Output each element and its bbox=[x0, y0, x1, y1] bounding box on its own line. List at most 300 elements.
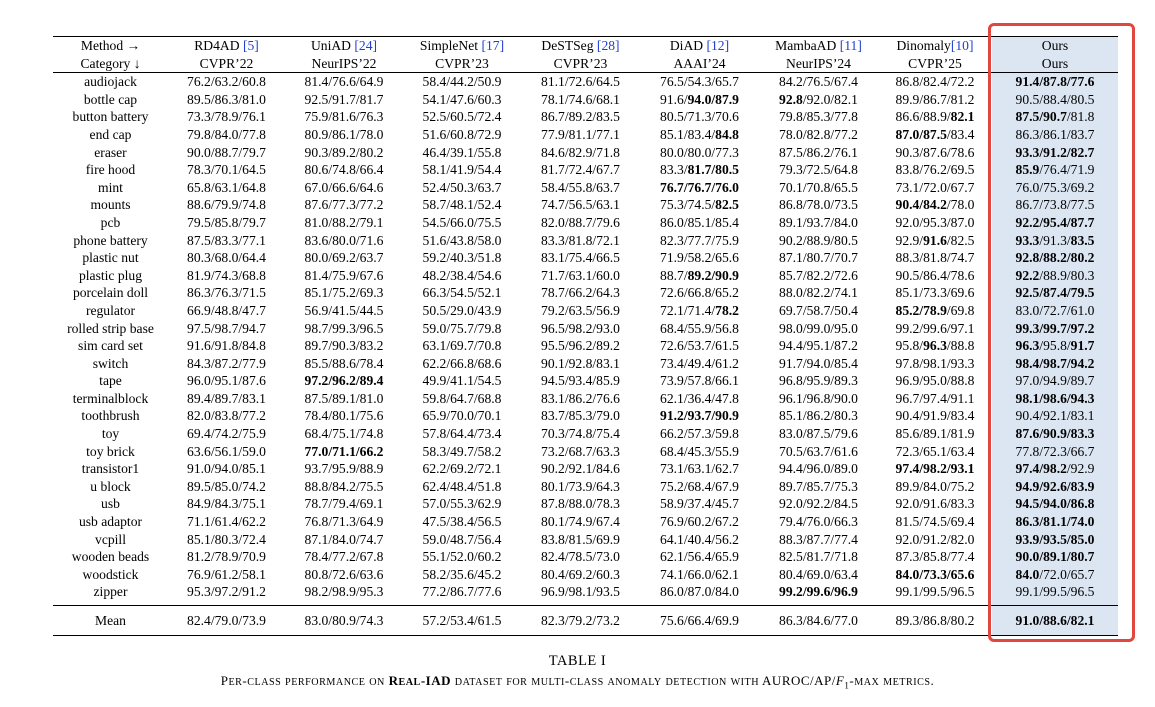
metric-cell: 75.9/81.6/76.3 bbox=[304, 109, 384, 125]
metric-cell: 62.1/36.4/47.8 bbox=[660, 390, 739, 406]
metric-cell: 89.5/85.0/74.2 bbox=[187, 478, 266, 494]
metric-cell: 78.0/82.8/77.2 bbox=[779, 126, 858, 142]
metric-cell: 78.3/70.1/64.5 bbox=[187, 162, 266, 178]
metric-cell: 83.6/80.0/71.6 bbox=[304, 232, 384, 248]
metric-cell: 78.4/77.2/67.8 bbox=[304, 549, 384, 565]
metric-cell: 72.6/66.8/65.2 bbox=[660, 285, 739, 301]
ours-metric-cell: 93.3/91.3/83.5 bbox=[992, 232, 1118, 250]
metric-cell: 88.8/84.2/75.5 bbox=[304, 478, 384, 494]
category-cell: transistor1 bbox=[81, 461, 140, 477]
metric-cell: 72.6/53.7/61.5 bbox=[660, 338, 739, 354]
metric-cell: 72.3/65.1/63.4 bbox=[895, 443, 975, 459]
metric-cell: 71.7/63.1/60.0 bbox=[541, 267, 620, 283]
metric-cell: 90.5/86.4/78.6 bbox=[895, 267, 975, 283]
table-number: TABLE I bbox=[548, 653, 607, 669]
metric-cell: 81.0/88.2/79.1 bbox=[304, 214, 384, 230]
table-row bbox=[53, 232, 1118, 250]
category-cell: plastic plug bbox=[78, 267, 143, 283]
metric-cell: 97.4/98.2/93.1 bbox=[895, 461, 975, 477]
metric-cell: 58.4/44.2/50.9 bbox=[422, 74, 502, 90]
metric-cell: 86.6/88.9/82.1 bbox=[895, 109, 975, 125]
metric-cell: 99.1/99.5/96.5 bbox=[895, 584, 975, 600]
metric-cell: 73.9/57.8/66.1 bbox=[660, 373, 739, 389]
table-row bbox=[53, 161, 1118, 179]
metric-cell: 82.3/77.7/75.9 bbox=[660, 232, 739, 248]
metric-cell: 85.1/83.4/84.8 bbox=[660, 126, 739, 142]
metric-cell: 79.8/85.3/77.8 bbox=[779, 109, 858, 125]
metric-cell: 58.2/35.6/45.2 bbox=[422, 566, 502, 582]
header-row-venues bbox=[53, 55, 1118, 73]
category-cell: usb bbox=[101, 496, 120, 512]
metric-cell: 91.6/94.0/87.9 bbox=[660, 91, 739, 107]
metric-cell: 59.0/75.7/79.8 bbox=[422, 320, 502, 336]
caption-metrics: AUROC/AP/ bbox=[762, 673, 836, 688]
metric-cell: 90.2/88.9/80.5 bbox=[779, 232, 858, 248]
table-row bbox=[53, 460, 1118, 478]
metric-cell: 97.5/98.7/94.7 bbox=[187, 320, 266, 336]
metric-cell: 74.1/66.0/62.1 bbox=[660, 566, 739, 582]
metric-cell: 70.5/63.7/61.6 bbox=[779, 443, 858, 459]
metric-cell: 83.0/87.5/79.6 bbox=[779, 426, 858, 442]
metric-cell: 50.5/29.0/43.9 bbox=[422, 302, 502, 318]
metric-cell: 46.4/39.1/55.8 bbox=[422, 144, 502, 160]
metric-cell: 83.3/81.8/72.1 bbox=[541, 232, 620, 248]
metric-cell: 95.5/96.2/89.2 bbox=[541, 338, 620, 354]
metric-cell: 92.8/92.0/82.1 bbox=[779, 91, 858, 107]
category-cell: plastic nut bbox=[82, 250, 139, 266]
metric-cell: 89.5/86.3/81.0 bbox=[187, 91, 266, 107]
metric-cell: 76.2/63.2/60.8 bbox=[187, 74, 266, 90]
category-cell: zipper bbox=[93, 584, 128, 600]
metric-cell: 90.3/87.6/78.6 bbox=[895, 144, 975, 160]
category-cell: end cap bbox=[89, 126, 132, 142]
ours-metric-cell: 97.0/94.9/89.7 bbox=[992, 372, 1118, 390]
metric-cell: 97.8/98.1/93.3 bbox=[895, 355, 975, 371]
header-row-methods bbox=[53, 37, 1118, 55]
metric-cell: 76.9/61.2/58.1 bbox=[187, 566, 266, 582]
metric-cell: 73.3/78.9/76.1 bbox=[187, 109, 266, 125]
metric-cell: 80.1/74.9/67.4 bbox=[541, 514, 620, 530]
venue-label-ours: Ours bbox=[992, 55, 1118, 73]
table-row bbox=[53, 548, 1118, 566]
metric-cell: 58.7/48.1/52.4 bbox=[422, 197, 502, 213]
table-row bbox=[53, 425, 1118, 443]
metric-cell: 89.9/84.0/75.2 bbox=[895, 478, 975, 494]
metric-cell: 94.4/96.0/89.0 bbox=[779, 461, 858, 477]
metric-cell: 96.8/95.9/89.3 bbox=[779, 373, 858, 389]
metric-cell: 90.2/92.1/84.6 bbox=[541, 461, 620, 477]
metric-cell: 58.1/41.9/54.4 bbox=[422, 162, 502, 178]
table-row bbox=[53, 108, 1118, 126]
table-row bbox=[53, 513, 1118, 531]
citation-link[interactable]: [28] bbox=[596, 38, 620, 53]
citation-link[interactable]: [24] bbox=[354, 38, 378, 53]
caption-part: DATASET FOR MULTI-CLASS ANOMALY DETECTION WITH bbox=[454, 673, 759, 688]
metric-cell: 79.5/85.8/79.7 bbox=[187, 214, 266, 230]
results-table bbox=[53, 36, 1118, 636]
metric-cell: 77.9/81.1/77.1 bbox=[541, 126, 620, 142]
metric-cell: 86.3/76.3/71.5 bbox=[187, 285, 266, 301]
caption-part: -MAX METRICS. bbox=[849, 673, 935, 688]
metric-cell: 55.1/52.0/60.2 bbox=[422, 549, 502, 565]
metric-cell: 88.0/82.2/74.1 bbox=[779, 285, 858, 301]
metric-cell: 81.4/75.9/67.6 bbox=[304, 267, 384, 283]
metric-cell: 82.5/81.7/71.8 bbox=[779, 549, 858, 565]
metric-cell: 66.9/48.8/47.7 bbox=[187, 302, 266, 318]
metric-cell: 78.7/79.4/69.1 bbox=[304, 496, 384, 512]
metric-cell: 96.7/97.4/91.1 bbox=[895, 390, 975, 406]
ours-metric-cell: 90.0/89.1/80.7 bbox=[992, 548, 1118, 566]
category-cell: bottle cap bbox=[83, 91, 138, 107]
metric-cell: 59.8/64.7/68.8 bbox=[422, 390, 502, 406]
metric-cell: 76.7/76.7/76.0 bbox=[660, 179, 739, 195]
metric-cell: 88.3/81.8/74.7 bbox=[895, 250, 975, 266]
metric-cell: 98.0/99.0/95.0 bbox=[779, 320, 858, 336]
metric-cell: 86.7/89.2/83.5 bbox=[541, 109, 620, 125]
category-cell: terminalblock bbox=[72, 390, 149, 406]
ours-metric-cell: 83.0/72.7/61.0 bbox=[992, 302, 1118, 320]
metric-cell: 85.6/89.1/81.9 bbox=[895, 426, 975, 442]
metric-cell: 78.7/66.2/64.3 bbox=[541, 285, 620, 301]
metric-cell: 48.2/38.4/54.6 bbox=[422, 267, 502, 283]
citation-link[interactable]: [17] bbox=[481, 38, 505, 53]
metric-cell: 81.7/72.4/67.7 bbox=[541, 162, 620, 178]
metric-cell: 78.4/80.1/75.6 bbox=[304, 408, 384, 424]
metric-cell: 67.0/66.6/64.6 bbox=[304, 179, 384, 195]
metric-cell: 80.4/69.0/63.4 bbox=[779, 566, 858, 582]
category-header-label: Category ↓ bbox=[53, 55, 168, 73]
metric-cell: 90.4/91.9/83.4 bbox=[895, 408, 975, 424]
metric-cell: 84.3/87.2/77.9 bbox=[187, 355, 266, 371]
category-cell: wooden beads bbox=[71, 549, 150, 565]
metric-cell: 90.3/89.2/80.2 bbox=[304, 144, 384, 160]
metric-cell: 89.9/86.7/81.2 bbox=[895, 91, 975, 107]
metric-cell: 51.6/43.8/58.0 bbox=[422, 232, 502, 248]
category-cell: rolled strip base bbox=[67, 320, 154, 336]
table-row bbox=[53, 267, 1118, 285]
metric-cell: 73.1/72.0/67.7 bbox=[895, 179, 975, 195]
caption-part: PER-CLASS PERFORMANCE ON bbox=[220, 673, 385, 688]
metric-cell: 84.2/76.5/67.4 bbox=[779, 74, 858, 90]
metric-cell: 90.1/92.8/83.1 bbox=[541, 355, 620, 371]
ours-metric-cell: 91.4/87.8/77.6 bbox=[992, 73, 1118, 91]
metric-cell: 87.1/84.0/74.7 bbox=[304, 531, 384, 547]
table-row bbox=[53, 320, 1118, 338]
metric-cell: 91.0/94.0/85.1 bbox=[187, 461, 266, 477]
metric-cell: 79.8/84.0/77.8 bbox=[187, 126, 266, 142]
ours-metric-cell: 92.8/88.2/80.2 bbox=[992, 249, 1118, 267]
category-cell: usb adaptor bbox=[78, 514, 143, 530]
metric-cell: 68.4/45.3/55.9 bbox=[660, 443, 739, 459]
table-row bbox=[53, 583, 1118, 605]
metric-cell: 52.5/60.5/72.4 bbox=[422, 109, 502, 125]
metric-cell: 95.3/97.2/91.2 bbox=[187, 584, 266, 600]
metric-cell: 80.5/71.3/70.6 bbox=[660, 109, 739, 125]
metric-cell: 73.1/63.1/62.7 bbox=[660, 461, 739, 477]
metric-cell: 96.0/95.1/87.6 bbox=[187, 373, 266, 389]
category-cell: toothbrush bbox=[81, 408, 140, 424]
table-row bbox=[53, 566, 1118, 584]
metric-cell: 76.9/60.2/67.2 bbox=[660, 514, 739, 530]
category-cell: fire hood bbox=[85, 162, 136, 178]
ours-metric-cell: 93.9/93.5/85.0 bbox=[992, 531, 1118, 549]
metric-cell: 96.5/98.2/93.0 bbox=[541, 320, 620, 336]
ours-metric-cell: 87.5/90.7/81.8 bbox=[992, 108, 1118, 126]
ours-metric-cell: 99.3/99.7/97.2 bbox=[992, 320, 1118, 338]
metric-cell: 87.6/77.3/77.2 bbox=[304, 197, 384, 213]
method-header: RD4AD [5] bbox=[168, 37, 285, 55]
metric-cell: 86.0/85.1/85.4 bbox=[660, 214, 739, 230]
ours-metric-cell: 84.0/72.0/65.7 bbox=[992, 566, 1118, 584]
metric-cell: 54.5/66.0/75.5 bbox=[422, 214, 502, 230]
table-row bbox=[53, 372, 1118, 390]
metric-cell: 84.9/84.3/75.1 bbox=[187, 496, 266, 512]
metric-cell: 83.3/81.7/80.5 bbox=[660, 162, 739, 178]
metric-cell: 59.0/48.7/56.4 bbox=[422, 531, 502, 547]
metric-cell: 58.3/49.7/58.2 bbox=[422, 443, 502, 459]
metric-cell: 82.0/88.7/79.6 bbox=[541, 214, 620, 230]
metric-cell: 85.5/88.6/78.4 bbox=[304, 355, 384, 371]
metric-cell: 89.7/85.7/75.3 bbox=[779, 478, 858, 494]
metric-cell: 57.0/55.3/62.9 bbox=[422, 496, 502, 512]
metric-cell: 81.2/78.9/70.9 bbox=[187, 549, 266, 565]
metric-cell: 97.2/96.2/89.4 bbox=[304, 373, 384, 389]
category-cell: u block bbox=[90, 478, 131, 494]
metric-cell: 91.7/94.0/85.4 bbox=[779, 355, 858, 371]
venue-label: NeurIPS’22 bbox=[285, 55, 403, 73]
table-body bbox=[53, 73, 1118, 606]
metric-cell: 83.8/76.2/69.5 bbox=[895, 162, 975, 178]
metric-cell: 87.8/88.0/78.3 bbox=[541, 496, 620, 512]
metric-cell: 75.3/74.5/82.5 bbox=[660, 197, 739, 213]
table-row bbox=[53, 407, 1118, 425]
table-row bbox=[53, 337, 1118, 355]
category-cell: tape bbox=[99, 373, 122, 389]
citation-link[interactable]: [11] bbox=[839, 38, 862, 53]
metric-cell: 92.0/91.6/83.3 bbox=[895, 496, 975, 512]
citation-link[interactable]: [12] bbox=[706, 38, 730, 53]
table-row bbox=[53, 495, 1118, 513]
metric-cell: 80.6/74.8/66.4 bbox=[304, 162, 384, 178]
metric-cell: 62.1/56.4/65.9 bbox=[660, 549, 739, 565]
metric-cell: 82.4/78.5/73.0 bbox=[541, 549, 620, 565]
metric-cell: 84.6/82.9/71.8 bbox=[541, 144, 620, 160]
ours-metric-cell: 86.3/86.1/83.7 bbox=[992, 126, 1118, 144]
metric-cell: 95.8/96.3/88.8 bbox=[895, 338, 975, 354]
citation-link[interactable]: [5] bbox=[242, 38, 259, 53]
metric-cell: 65.8/63.1/64.8 bbox=[187, 179, 266, 195]
metric-cell: 62.2/66.8/68.6 bbox=[422, 355, 502, 371]
metric-cell: 75.6/66.4/69.9 bbox=[640, 606, 759, 636]
ours-highlight-box bbox=[988, 23, 1135, 642]
table-footer bbox=[53, 606, 1118, 636]
metric-cell: 68.4/75.1/74.8 bbox=[304, 426, 384, 442]
metric-cell: 89.4/89.7/83.1 bbox=[187, 390, 266, 406]
metric-cell: 85.2/78.9/69.8 bbox=[895, 302, 975, 318]
ours-metric-cell: 92.2/95.4/87.7 bbox=[992, 214, 1118, 232]
metric-cell: 80.9/86.1/78.0 bbox=[304, 126, 384, 142]
venue-label: CVPR’25 bbox=[878, 55, 992, 73]
metric-cell: 81.5/74.5/69.4 bbox=[895, 514, 975, 530]
metric-cell: 92.0/92.2/84.5 bbox=[779, 496, 858, 512]
table-row bbox=[53, 73, 1118, 91]
ours-metric-cell: 92.2/88.9/80.3 bbox=[992, 267, 1118, 285]
metric-cell: 90.0/88.7/79.7 bbox=[187, 144, 266, 160]
metric-cell: 92.5/91.7/81.7 bbox=[304, 91, 384, 107]
metric-cell: 56.9/41.5/44.5 bbox=[304, 302, 384, 318]
citation-link[interactable]: [10] bbox=[950, 38, 974, 53]
metric-cell: 91.6/91.8/84.8 bbox=[187, 338, 266, 354]
venue-label: CVPR’23 bbox=[403, 55, 521, 73]
ours-metric-cell: 76.0/75.3/69.2 bbox=[992, 179, 1118, 197]
category-cell: mounts bbox=[90, 197, 131, 213]
ours-metric-cell: 97.4/98.2/92.9 bbox=[992, 460, 1118, 478]
metric-cell: 94.5/93.4/85.9 bbox=[541, 373, 620, 389]
ours-metric-cell: 96.3/95.8/91.7 bbox=[992, 337, 1118, 355]
metric-cell: 91.2/93.7/90.9 bbox=[660, 408, 739, 424]
metric-cell: 82.0/83.8/77.2 bbox=[187, 408, 266, 424]
table-row bbox=[53, 249, 1118, 267]
table-row bbox=[53, 214, 1118, 232]
table-row bbox=[53, 144, 1118, 162]
metric-cell: 79.4/76.0/66.3 bbox=[779, 514, 858, 530]
table-row bbox=[53, 126, 1118, 144]
metric-cell: 58.4/55.8/63.7 bbox=[541, 179, 620, 195]
metric-cell: 92.0/91.2/82.0 bbox=[895, 531, 975, 547]
metric-cell: 83.1/75.4/66.5 bbox=[541, 250, 620, 266]
method-header-label: Method → bbox=[53, 37, 168, 55]
metric-cell: 59.2/40.3/51.8 bbox=[422, 250, 502, 266]
venue-label: NeurIPS’24 bbox=[759, 55, 878, 73]
metric-cell: 73.2/68.7/63.3 bbox=[541, 443, 620, 459]
metric-cell: 63.6/56.1/59.0 bbox=[187, 443, 266, 459]
metric-cell: 57.8/64.4/73.4 bbox=[422, 426, 502, 442]
metric-cell: 86.0/87.0/84.0 bbox=[660, 584, 739, 600]
table-row bbox=[53, 179, 1118, 197]
metric-cell: 58.9/37.4/45.7 bbox=[660, 496, 739, 512]
metric-cell: 96.9/95.0/88.8 bbox=[895, 373, 975, 389]
table-caption bbox=[0, 653, 1155, 691]
metric-cell: 80.4/69.2/60.3 bbox=[541, 566, 620, 582]
metric-cell: 81.9/74.3/68.8 bbox=[187, 267, 266, 283]
metric-cell: 98.7/99.3/96.5 bbox=[304, 320, 384, 336]
method-header: UniAD [24] bbox=[285, 37, 403, 55]
metric-cell: 65.9/70.0/70.1 bbox=[422, 408, 502, 424]
metric-cell: 87.5/86.2/76.1 bbox=[779, 144, 858, 160]
metric-cell: 62.2/69.2/72.1 bbox=[422, 461, 502, 477]
metric-cell: 77.2/86.7/77.6 bbox=[422, 584, 502, 600]
ours-metric-cell: 94.9/92.6/83.9 bbox=[992, 478, 1118, 496]
metric-cell: 54.1/47.6/60.3 bbox=[422, 91, 502, 107]
metric-cell: 69.7/58.7/50.4 bbox=[779, 302, 858, 318]
metric-cell: 66.2/57.3/59.8 bbox=[660, 426, 739, 442]
table-row bbox=[53, 284, 1118, 302]
ours-metric-cell: 77.8/72.3/66.7 bbox=[992, 443, 1118, 461]
metric-cell: 96.1/96.8/90.0 bbox=[779, 390, 858, 406]
category-cell: regulator bbox=[85, 302, 136, 318]
table-row bbox=[53, 355, 1118, 373]
ours-metric-cell: 91.0/88.6/82.1 bbox=[992, 606, 1118, 636]
ours-metric-cell: 93.3/91.2/82.7 bbox=[992, 144, 1118, 162]
metric-cell: 78.1/74.6/68.1 bbox=[541, 91, 620, 107]
metric-cell: 89.3/86.8/80.2 bbox=[878, 606, 992, 636]
table-row bbox=[53, 443, 1118, 461]
metric-cell: 87.5/89.1/81.0 bbox=[304, 390, 384, 406]
metric-cell: 71.1/61.4/62.2 bbox=[187, 514, 266, 530]
category-cell: vcpill bbox=[95, 531, 126, 547]
metric-cell: 87.0/87.5/83.4 bbox=[895, 126, 975, 142]
metric-cell: 87.5/83.3/77.1 bbox=[187, 232, 266, 248]
metric-cell: 93.7/95.9/88.9 bbox=[304, 461, 384, 477]
metric-cell: 80.0/80.0/77.3 bbox=[660, 144, 739, 160]
metric-cell: 71.9/58.2/65.6 bbox=[660, 250, 739, 266]
metric-cell: 70.3/74.8/75.4 bbox=[541, 426, 620, 442]
method-header: SimpleNet [17] bbox=[403, 37, 521, 55]
metric-cell: 85.1/86.2/80.3 bbox=[779, 408, 858, 424]
venue-label: AAAI’24 bbox=[640, 55, 759, 73]
category-cell: toy brick bbox=[86, 443, 135, 459]
ours-metric-cell: 85.9/76.4/71.9 bbox=[992, 161, 1118, 179]
category-cell: switch bbox=[92, 355, 129, 371]
category-cell: woodstick bbox=[82, 566, 139, 582]
table-row bbox=[53, 196, 1118, 214]
category-cell: button battery bbox=[72, 109, 149, 125]
category-cell: audiojack bbox=[84, 74, 137, 90]
metric-cell: 70.1/70.8/65.5 bbox=[779, 179, 858, 195]
metric-cell: 89.1/93.7/84.0 bbox=[779, 214, 858, 230]
metric-cell: 49.9/41.1/54.5 bbox=[422, 373, 502, 389]
metric-cell: 80.8/72.6/63.6 bbox=[304, 566, 384, 582]
method-header: MambaAD [11] bbox=[759, 37, 878, 55]
metric-cell: 80.0/69.2/63.7 bbox=[304, 250, 384, 266]
metric-cell: 92.9/91.6/82.5 bbox=[895, 232, 975, 248]
metric-cell: 82.3/79.2/73.2 bbox=[521, 606, 640, 636]
venue-label: CVPR’22 bbox=[168, 55, 285, 73]
metric-cell: 51.6/60.8/72.9 bbox=[422, 126, 502, 142]
table-row bbox=[53, 478, 1118, 496]
metric-cell: 81.1/72.6/64.5 bbox=[541, 74, 620, 90]
category-cell: phone battery bbox=[73, 232, 148, 248]
category-cell: Mean bbox=[53, 606, 168, 636]
metric-cell: 86.8/82.4/72.2 bbox=[895, 74, 975, 90]
ours-metric-cell: 86.3/81.1/74.0 bbox=[992, 513, 1118, 531]
metric-cell: 88.7/89.2/90.9 bbox=[660, 267, 739, 283]
metric-cell: 83.7/85.3/79.0 bbox=[541, 408, 620, 424]
caption-dataset: REAL-IAD bbox=[388, 673, 451, 688]
metric-cell: 85.1/73.3/69.6 bbox=[895, 285, 975, 301]
ours-metric-cell: 98.4/98.7/94.2 bbox=[992, 355, 1118, 373]
metric-cell: 90.4/84.2/78.0 bbox=[895, 197, 975, 213]
metric-cell: 88.6/79.9/74.8 bbox=[187, 197, 266, 213]
metric-cell: 80.1/73.9/64.3 bbox=[541, 478, 620, 494]
method-header: DiAD [12] bbox=[640, 37, 759, 55]
table-row bbox=[53, 302, 1118, 320]
metric-cell: 94.4/95.1/87.2 bbox=[779, 338, 858, 354]
metric-cell: 73.4/49.4/61.2 bbox=[660, 355, 739, 371]
ours-metric-cell: 90.5/88.4/80.5 bbox=[992, 91, 1118, 109]
metric-cell: 68.4/55.9/56.8 bbox=[660, 320, 739, 336]
metric-cell: 99.2/99.6/96.9 bbox=[779, 584, 858, 600]
metric-cell: 74.7/56.5/63.1 bbox=[541, 197, 620, 213]
metric-cell: 85.7/82.2/72.6 bbox=[779, 267, 858, 283]
ours-metric-cell: 87.6/90.9/83.3 bbox=[992, 425, 1118, 443]
metric-cell: 76.8/71.3/64.9 bbox=[304, 514, 384, 530]
table-row bbox=[53, 390, 1118, 408]
metric-cell: 83.0/80.9/74.3 bbox=[285, 606, 403, 636]
metric-cell: 79.3/72.5/64.8 bbox=[779, 162, 858, 178]
category-cell: porcelain doll bbox=[72, 285, 149, 301]
metric-cell: 88.3/87.7/77.4 bbox=[779, 531, 858, 547]
